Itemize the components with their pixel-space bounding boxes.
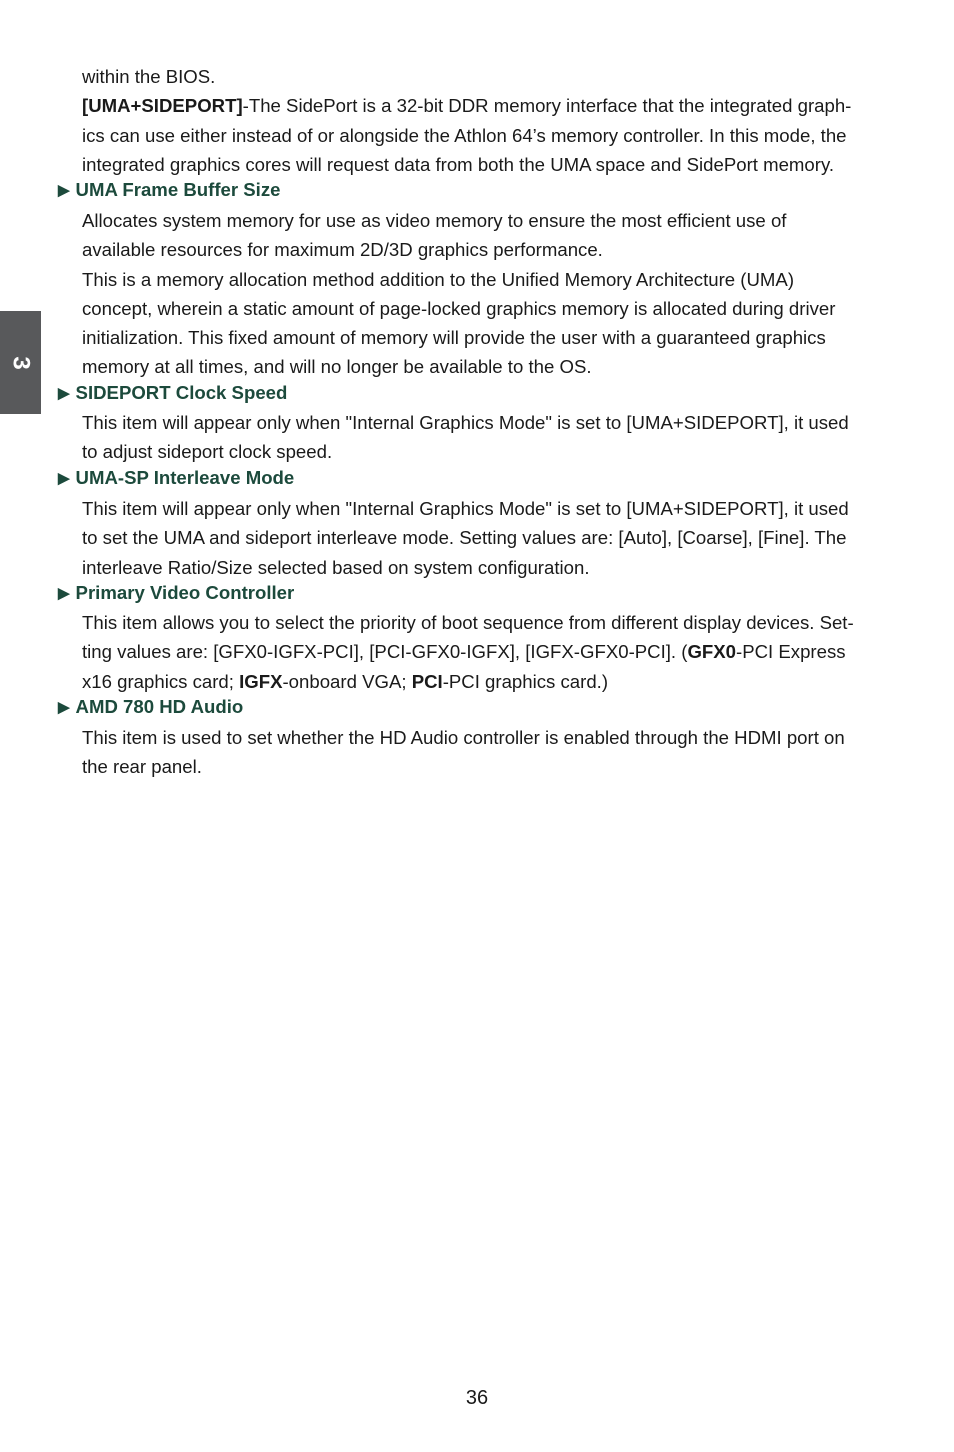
text-line xyxy=(82,667,897,696)
gfx0-label: GFX0 xyxy=(687,641,737,663)
text-line: available resources for maximum 2D/3D graphics performance. xyxy=(82,239,603,261)
triangle-right-icon: ▶ xyxy=(58,585,70,602)
text-line: interleave Ratio/Size selected based on system configuration. xyxy=(82,556,590,578)
text-segment: x16 graphics card; xyxy=(82,670,240,692)
uma-sideport-label: [UMA+SIDEPORT] xyxy=(82,95,243,117)
triangle-right-icon: ▶ xyxy=(58,385,70,402)
text-line: This item will appear only when "Internal Graphics Mode" is set to [UMA+SIDEPORT], it used xyxy=(82,498,849,519)
heading-text: SIDEPORT Clock Speed xyxy=(75,382,288,403)
text-segment: ting values are: [GFX0-IGFX-PCI], [PCI-GFX0-IGFX], [IGFX-GFX0-PCI]. ( xyxy=(82,641,688,663)
uma-frame-buffer-description xyxy=(82,206,897,382)
interleave-description xyxy=(82,494,897,582)
intro-line-3: ics can use either instead of or alongside the Athlon 64’s memory controller. In this mode, the xyxy=(82,124,847,146)
heading-primary-video-controller xyxy=(58,581,294,607)
text-line: This is a memory allocation method addition to the Unified Memory Architecture (UMA) xyxy=(82,268,795,290)
text-line: to adjust sideport clock speed. xyxy=(82,441,333,463)
text-segment: -onboard VGA; xyxy=(282,670,412,692)
text-line: concept, wherein a static amount of page-locked graphics memory is allocated during driver xyxy=(82,297,836,319)
primary-video-description xyxy=(82,608,897,696)
heading-amd-780-hd-audio xyxy=(58,695,243,721)
heading-text: Primary Video Controller xyxy=(75,582,295,603)
heading-text: AMD 780 HD Audio xyxy=(75,696,244,717)
heading-text: UMA Frame Buffer Size xyxy=(75,179,281,200)
pci-label: PCI xyxy=(411,670,443,692)
text-line: This item allows you to select the priority of boot sequence from different display devices. Set- xyxy=(82,612,854,633)
chapter-number: 3 xyxy=(7,355,35,370)
intro-line-2-text: -The SidePort is a 32-bit DDR memory interface that the integrated graph- xyxy=(242,95,852,117)
chapter-tab xyxy=(0,311,41,414)
text-line: memory at all times, and will no longer be available to the OS. xyxy=(82,356,592,378)
text-segment: -PCI Express xyxy=(736,641,846,663)
text-line: initialization. This fixed amount of memory will provide the user with a guaranteed graphics xyxy=(82,327,826,349)
hd-audio-description xyxy=(82,723,897,782)
heading-sideport-clock-speed xyxy=(58,381,287,407)
intro-line-4: integrated graphics cores will request data from both the UMA space and SidePort memory. xyxy=(82,153,835,175)
text-line: Allocates system memory for use as video memory to ensure the most efficient use of xyxy=(82,210,787,231)
text-line: This item is used to set whether the HD Audio controller is enabled through the HDMI port on xyxy=(82,727,845,748)
intro-line-1: within the BIOS. xyxy=(82,66,216,87)
text-line: the rear panel. xyxy=(82,756,202,778)
text-line: This item will appear only when "Internal Graphics Mode" is set to [UMA+SIDEPORT], it used xyxy=(82,412,849,433)
triangle-right-icon: ▶ xyxy=(58,470,70,487)
triangle-right-icon: ▶ xyxy=(58,182,70,199)
heading-uma-frame-buffer-size xyxy=(58,178,280,204)
text-line: to set the UMA and sideport interleave mode. Setting values are: [Auto], [Coarse], [Fine]. The xyxy=(82,527,847,549)
text-segment: -PCI graphics card.) xyxy=(442,670,609,692)
intro-paragraph xyxy=(82,62,897,179)
intro-line-2 xyxy=(82,91,897,120)
heading-text: UMA-SP Interleave Mode xyxy=(75,467,295,488)
igfx-label: IGFX xyxy=(239,670,283,692)
page-number: 36 xyxy=(465,1387,489,1409)
sideport-clock-description xyxy=(82,408,897,467)
triangle-right-icon: ▶ xyxy=(58,699,70,716)
heading-uma-sp-interleave-mode xyxy=(58,466,294,492)
text-line xyxy=(82,637,897,666)
